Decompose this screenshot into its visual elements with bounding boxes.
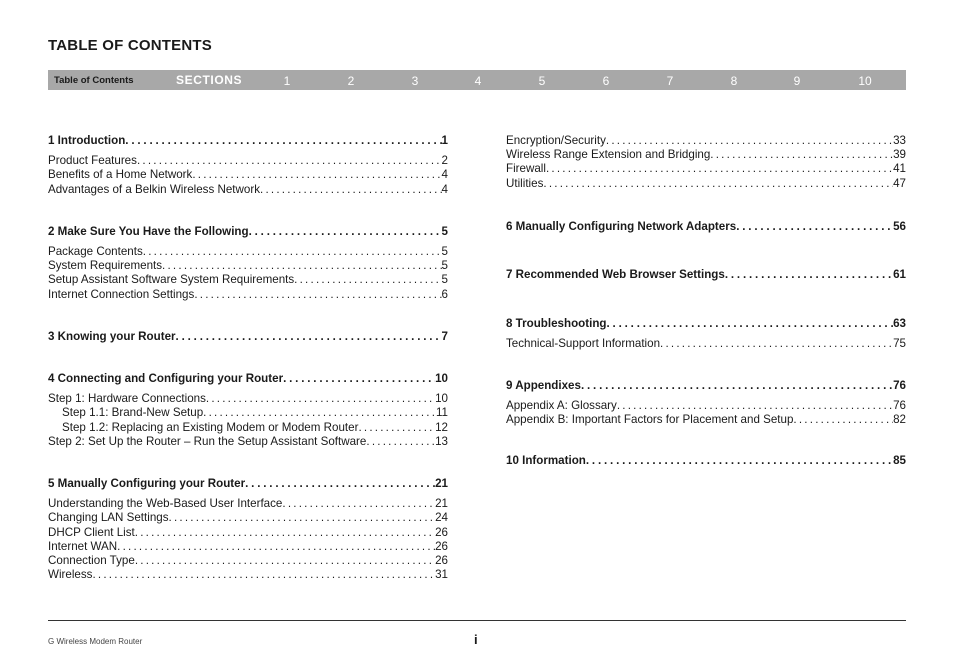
toc-page-number: 5	[441, 259, 448, 273]
toc-page-number: 10	[435, 372, 448, 386]
toc-section-heading[interactable]	[506, 379, 906, 393]
toc-page-number: 6	[441, 287, 448, 301]
toc-dot-leader	[260, 183, 442, 197]
toc-dot-leader	[203, 406, 436, 420]
toc-item-list	[48, 392, 448, 449]
toc-entry[interactable]	[506, 134, 906, 148]
toc-entry-title: Connection Type	[48, 554, 135, 568]
toc-entry-title: Advantages of a Belkin Wireless Network	[48, 182, 260, 196]
toc-page-number: 5	[441, 273, 448, 287]
toc-entry-title: 2 Make Sure You Have the Following	[48, 224, 249, 238]
nav-section-1[interactable]: 1	[283, 74, 291, 88]
toc-entry-title: 8 Troubleshooting	[506, 317, 607, 331]
toc-section	[48, 372, 448, 449]
toc-page-number: 5	[441, 245, 448, 259]
toc-entry-title: 1 Introduction	[48, 134, 126, 147]
toc-entry-title: Benefits of a Home Network	[48, 168, 193, 182]
toc-dot-leader	[137, 154, 442, 168]
toc-entry-title: Step 2: Set Up the Router – Run the Setup Assistant Software	[48, 434, 367, 448]
toc-dot-leader	[249, 225, 442, 239]
toc-entry-title: Step 1.2: Replacing an Existing Modem or Modem Router	[62, 420, 359, 434]
toc-page-number: 41	[893, 162, 906, 176]
toc-page-number: 76	[893, 378, 906, 392]
toc-item-list	[506, 134, 906, 191]
toc-entry[interactable]	[48, 392, 448, 406]
toc-entry[interactable]	[48, 554, 448, 568]
toc-entry-title: 6 Manually Configuring Network Adapters	[506, 219, 737, 233]
section-nav-bar	[48, 70, 906, 90]
toc-page-number: 21	[435, 497, 448, 511]
toc-entry[interactable]	[48, 273, 448, 287]
toc-entry[interactable]	[506, 162, 906, 176]
toc-entry-title: Utilities	[506, 176, 544, 190]
toc-section	[506, 220, 906, 234]
toc-entry[interactable]	[48, 511, 448, 525]
toc-entry-title: Encryption/Security	[506, 134, 606, 147]
toc-page-number: 21	[435, 477, 448, 491]
toc-item-list	[48, 497, 448, 582]
toc-entry-title: Changing LAN Settings	[48, 511, 169, 525]
toc-dot-leader	[245, 477, 435, 491]
toc-dot-leader	[282, 497, 435, 511]
nav-section-9[interactable]: 9	[793, 74, 801, 88]
toc-entry[interactable]	[506, 399, 906, 413]
toc-dot-leader	[117, 540, 435, 554]
toc-entry[interactable]	[506, 148, 906, 162]
toc-entry[interactable]	[48, 568, 448, 582]
toc-entry[interactable]	[506, 413, 906, 427]
nav-section-5[interactable]: 5	[538, 74, 546, 88]
toc-page-number: 56	[893, 219, 906, 233]
toc-section-heading[interactable]	[506, 220, 906, 234]
toc-page-number: 85	[893, 454, 906, 468]
nav-section-8[interactable]: 8	[730, 74, 738, 88]
toc-section-heading[interactable]	[506, 454, 906, 468]
toc-entry[interactable]	[48, 497, 448, 511]
page-title: TABLE OF CONTENTS	[48, 37, 212, 54]
toc-dot-leader	[725, 268, 893, 282]
toc-entry-title: 7 Recommended Web Browser Settings	[506, 268, 725, 282]
toc-page-number: 13	[435, 434, 448, 448]
toc-dot-leader	[586, 454, 893, 468]
toc-page-number: 10	[435, 392, 448, 406]
toc-page-number: 75	[893, 337, 906, 351]
toc-entry[interactable]	[48, 245, 448, 259]
toc-entry[interactable]	[48, 183, 448, 197]
toc-dot-leader	[162, 259, 442, 273]
toc-dot-leader	[366, 435, 435, 449]
nav-sections-label: SECTIONS	[176, 73, 243, 87]
toc-dot-leader	[294, 273, 441, 287]
toc-dot-leader	[206, 392, 435, 406]
toc-entry-title: System Requirements	[48, 259, 163, 273]
toc-section	[506, 379, 906, 428]
toc-entry-title: Technical-Support Information	[506, 337, 661, 351]
nav-section-4[interactable]: 4	[474, 74, 482, 88]
toc-section	[48, 330, 448, 344]
toc-page-number: 5	[441, 224, 448, 238]
toc-dot-leader	[606, 317, 893, 331]
toc-entry-title: Internet Connection Settings	[48, 287, 195, 301]
toc-entry-title: Setup Assistant Software System Requirements	[48, 273, 295, 287]
toc-entry-title: 9 Appendixes	[506, 378, 581, 392]
toc-dot-leader	[135, 554, 435, 568]
toc-entry[interactable]	[506, 337, 906, 351]
toc-page-number: 76	[893, 398, 906, 412]
toc-dot-leader	[192, 168, 441, 182]
toc-dot-leader	[135, 526, 435, 540]
toc-entry-title: Internet WAN	[48, 539, 118, 553]
toc-entry-title: Step 1.1: Brand-New Setup	[62, 406, 204, 420]
toc-page-number: 33	[893, 134, 906, 147]
toc-page-number: 26	[435, 539, 448, 553]
toc-dot-leader	[546, 162, 893, 176]
toc-entry-title: 4 Connecting and Configuring your Router	[48, 372, 284, 386]
toc-dot-leader	[143, 245, 442, 259]
toc-page-number: 11	[435, 406, 448, 420]
footer-divider	[48, 620, 906, 621]
toc-entry[interactable]	[506, 177, 906, 191]
nav-section-10[interactable]: 10	[858, 74, 872, 88]
toc-section-heading[interactable]	[48, 330, 448, 344]
toc-entry[interactable]	[48, 288, 448, 302]
toc-page-number: 7	[441, 329, 448, 343]
toc-page-number: 26	[435, 554, 448, 568]
toc-section-heading[interactable]	[506, 268, 906, 282]
toc-section-heading[interactable]	[48, 372, 448, 386]
toc-section-heading[interactable]	[48, 477, 448, 491]
toc-page-number: 2	[441, 154, 448, 168]
toc-dot-leader	[543, 177, 893, 191]
toc-dot-leader	[606, 134, 893, 148]
toc-entry-title: Step 1: Hardware Connections	[48, 392, 206, 406]
toc-entry-title: 3 Knowing your Router	[48, 329, 176, 343]
toc-right-column	[506, 134, 906, 468]
toc-entry-title: Product Features	[48, 154, 137, 168]
toc-dot-leader	[736, 220, 893, 234]
nav-section-7[interactable]: 7	[666, 74, 674, 88]
toc-item-list	[48, 245, 448, 302]
toc-page-number: 63	[893, 317, 906, 331]
toc-section	[48, 134, 448, 197]
toc-page-number: 12	[435, 420, 448, 434]
toc-left-column	[48, 134, 448, 582]
toc-dot-leader	[710, 148, 893, 162]
toc-dot-leader	[194, 288, 441, 302]
toc-entry[interactable]	[48, 540, 448, 554]
toc-entry-title: 10 Information	[506, 454, 586, 468]
toc-section	[506, 317, 906, 351]
toc-dot-leader	[176, 330, 442, 344]
toc-section-heading[interactable]	[48, 225, 448, 239]
toc-entry-title: Firewall	[506, 162, 546, 176]
toc-page-number: 24	[435, 511, 448, 525]
footer-page-number: i	[474, 632, 478, 647]
toc-dot-leader	[125, 134, 441, 148]
toc-page-number: 4	[441, 168, 448, 182]
toc-section	[48, 225, 448, 302]
toc-entry[interactable]	[48, 435, 448, 449]
toc-section	[48, 477, 448, 582]
toc-page-number: 26	[435, 525, 448, 539]
toc-entry-title: DHCP Client List	[48, 525, 135, 539]
toc-item-list	[506, 399, 906, 427]
toc-dot-leader	[358, 421, 435, 435]
toc-section	[506, 268, 906, 282]
toc-entry[interactable]	[48, 406, 448, 420]
toc-entry[interactable]	[48, 154, 448, 168]
toc-dot-leader	[581, 379, 893, 393]
toc-entry[interactable]	[48, 168, 448, 182]
toc-item-list	[48, 154, 448, 197]
toc-section-heading[interactable]	[506, 317, 906, 331]
toc-entry[interactable]	[48, 259, 448, 273]
toc-page-number: 31	[435, 568, 448, 582]
toc-entry[interactable]	[48, 526, 448, 540]
toc-dot-leader	[660, 337, 893, 351]
toc-entry-title: Appendix B: Important Factors for Placement and Setup	[506, 413, 794, 427]
toc-dot-leader	[283, 372, 435, 386]
toc-page-number: 39	[893, 148, 906, 162]
toc-entry-title: Understanding the Web-Based User Interface	[48, 497, 283, 511]
nav-section-3[interactable]: 3	[411, 74, 419, 88]
toc-page-number: 82	[893, 413, 906, 427]
toc-section	[506, 134, 906, 191]
toc-page-number: 47	[893, 176, 906, 190]
nav-section-6[interactable]: 6	[602, 74, 610, 88]
footer-product-name: G Wireless Modem Router	[48, 637, 143, 646]
toc-entry-title: Wireless Range Extension and Bridging	[506, 148, 711, 162]
toc-entry-title: Appendix A: Glossary	[506, 398, 617, 412]
toc-dot-leader	[617, 399, 893, 413]
toc-section-heading[interactable]	[48, 134, 448, 148]
toc-entry-title: Package Contents	[48, 245, 143, 259]
nav-section-2[interactable]: 2	[347, 74, 355, 88]
toc-section	[506, 454, 906, 468]
toc-dot-leader	[169, 511, 436, 525]
toc-entry-title: Wireless	[48, 568, 93, 582]
toc-page-number: 4	[441, 182, 448, 196]
toc-dot-leader	[793, 413, 893, 427]
toc-entry[interactable]	[48, 421, 448, 435]
nav-toc-link[interactable]: Table of Contents	[54, 75, 134, 86]
toc-dot-leader	[92, 568, 435, 582]
toc-page-number: 61	[893, 268, 906, 282]
toc-entry-title: 5 Manually Configuring your Router	[48, 477, 246, 491]
toc-item-list	[506, 337, 906, 351]
toc-page-number: 1	[441, 134, 448, 147]
